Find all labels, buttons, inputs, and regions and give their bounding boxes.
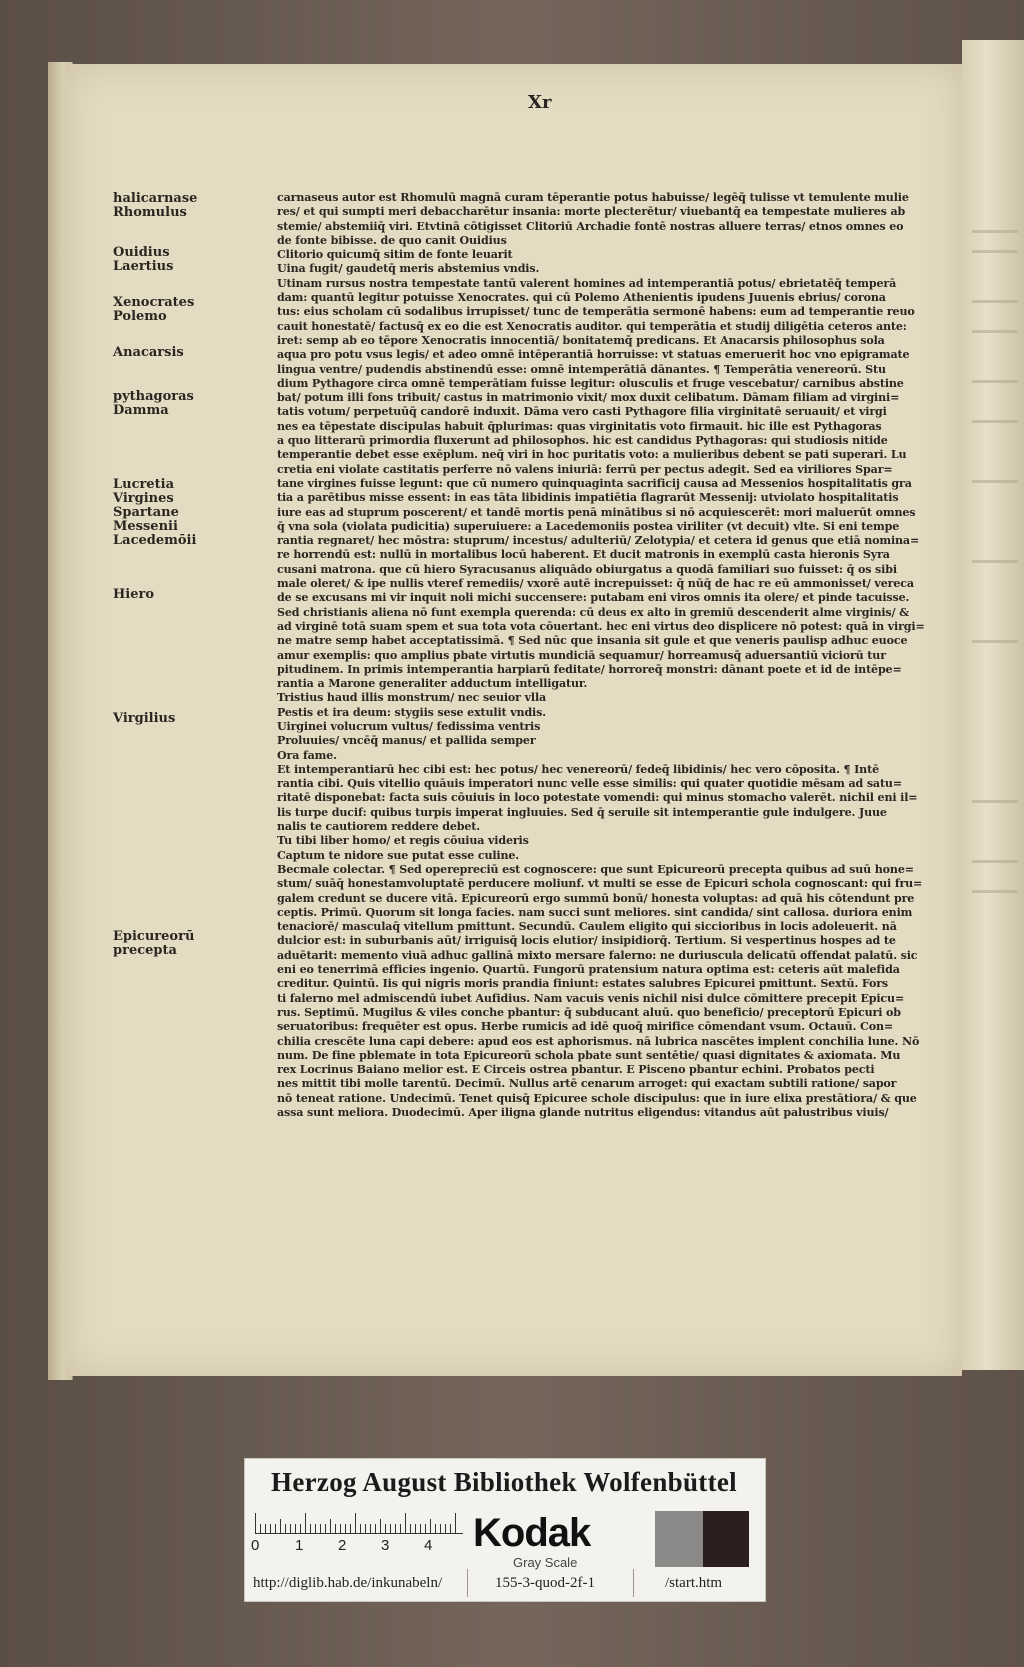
start-link[interactable]: /start.htm xyxy=(665,1575,723,1591)
ruler-tick xyxy=(440,1524,441,1533)
divider xyxy=(633,1569,634,1597)
ruler-tick xyxy=(310,1524,311,1533)
text-line: Tu tibi liber homo/ et regis cōuiua videris xyxy=(277,834,529,848)
text-line: bat/ potum illi fons tribuit/ castus in matrimonio vixit/ mox duxit celibatum. Dāmam filiam ad virgini= xyxy=(277,391,900,405)
gray-scale-label: Gray Scale xyxy=(513,1555,578,1570)
ruler-tick xyxy=(385,1524,386,1533)
ruler-tick xyxy=(390,1524,391,1533)
ruler-tick xyxy=(350,1524,351,1533)
text-line: ritatē disponebat: facta suis cōuiuis in loco potestate vomendi: qui minus stomacho valerēt. nichil eni il= xyxy=(277,791,918,805)
margin-note: Xenocrates Polemo xyxy=(113,295,195,324)
text-line: de se excusans mi vir inquit noli michi succensere: putabam eni viros omnis ita olere/ et pinde tacuisse. xyxy=(277,591,910,605)
ruler-tick xyxy=(455,1513,456,1533)
ruler-tick xyxy=(265,1524,266,1533)
text-line: Proluuies/ vncēq̄ manus/ et pallida semper xyxy=(277,734,536,748)
ruler-tick xyxy=(415,1524,416,1533)
text-line: temperantie debet esse exēplum. neq̄ viri in hoc puritatis voto: a mulieribus debent se pati superari. Lu xyxy=(277,448,907,462)
margin-note: Ouidius Laertius xyxy=(113,245,174,274)
ruler-tick xyxy=(270,1524,271,1533)
text-line: amur exemplis: quo amplius pbate virtutis mundiciā sequamur/ horreamusq̄ aduersantiū viciorū tur xyxy=(277,648,886,662)
ruler-tick xyxy=(300,1524,301,1533)
text-line: q̄ vna sola (violata pudicitia) superuiuere: a Lacedemoniis postea viriliter (vt decuit) vlte. Si eni tempe xyxy=(277,519,900,533)
text-line: nō teneat ratione. Undecimū. Tenet quisq̄ Epicuree schole discipulus: que in iure elixa prestātiora/ & que xyxy=(277,1091,917,1105)
ruler-tick xyxy=(430,1519,431,1533)
text-line: dium Pythagore circa omnē temperātiam fuisse legitur: olusculis et fruge vescebatur/ carnibus abstine xyxy=(277,376,904,390)
ruler-tick xyxy=(375,1524,376,1533)
text-line: dulcior est: in suburbanis aūt/ irriguisq̄ locis elutior/ insipidiorq̄. Tertium. Si vespertinus hospes ad te xyxy=(277,934,896,948)
text-line: nes ea tēpestate discipulas habuit q̄plurimas: quas virginitatis voto firmauit. hic ille est Pythagoras xyxy=(277,419,882,433)
text-line: Et intemperantiarū hec cibi est: hec potus/ hec venereorū/ fedeq̄ libidinis/ hec vero cōposita. ¶ Intē xyxy=(277,762,879,776)
text-line: de fonte bibisse. de quo canit Ouidius xyxy=(277,233,507,247)
scale-number: 2 xyxy=(338,1537,347,1554)
text-line: eni eo tenerrimā efficies ingenio. Quartū. Fungorū pratensium natura optima est: ceteris aūt malefida xyxy=(277,963,900,977)
text-line: Captum te nidore sue putat esse culine. xyxy=(277,848,520,862)
ruler-tick xyxy=(260,1524,261,1533)
text-line: Becmale colectar. ¶ Sed operepreciū est cognoscere: que sunt Epicureorū precepta quibus ad suū hone= xyxy=(277,862,914,876)
ruler-tick xyxy=(450,1524,451,1533)
ruler-tick xyxy=(370,1524,371,1533)
main-text xyxy=(277,191,927,1120)
scale-ruler xyxy=(255,1511,463,1534)
text-line: chilia crescēte luna capi debere: apud eos est aphorismus. nā lubrica nascētes implent conchilia lune. Nō xyxy=(277,1034,920,1048)
ruler-tick xyxy=(400,1524,401,1533)
ruler-tick xyxy=(365,1524,366,1533)
text-line: tenaciorē/ masculaq̄ vitellum pmittunt. Secundū. Caulem eligito qui siccioribus in locis adoleuerit. nā xyxy=(277,920,897,934)
source-url[interactable]: http://diglib.hab.de/inkunabeln/ xyxy=(253,1575,443,1591)
text-line: cretia eni violate castitatis perferre nō valens iniuriā: ferrū per pectus adegit. Sed ea viriliores Spar= xyxy=(277,462,893,476)
text-line: galem credunt se ducere vitā. Epicureorū ergo summū bonū/ honesta voluptas: ad quā his cōtendunt pre xyxy=(277,891,915,905)
folio-number: Xr xyxy=(528,92,552,113)
scale-number: 1 xyxy=(295,1537,304,1554)
text-line: num. De fine pblemate in tota Epicureorū schola pbate sunt sentētie/ quasi dignitates & axiomata. Mu xyxy=(277,1048,901,1062)
text-line: nes mittit tibi molle tarentū. Decimū. Nullus artē cenarum arroget: qui exactam subtili ratione/ sapor xyxy=(277,1077,897,1091)
text-line: seruatoribus: frequēter est opus. Herbe rumicis ad idē quoq̄ mirifice cōmendant vsum. Octauū. Con= xyxy=(277,1020,894,1034)
ruler-tick xyxy=(425,1524,426,1533)
margin-note: pythagoras Damma xyxy=(113,389,194,418)
ruler-tick xyxy=(360,1524,361,1533)
dark-patch xyxy=(703,1511,749,1567)
text-line: creditur. Quintū. Iis qui nigris moris prandia finiunt: estates salubres Epicurei pmittunt. Sextū. Fors xyxy=(277,977,889,991)
text-line: iret: semp ab eo tēpore Xenocratis innocentiā/ bonitatemq̄ predicans. Et Anacarsis philosophus sola xyxy=(277,333,885,347)
text-line: rus. Septimū. Mugilus & viles conche pbantur: q̄ subducant aluū. quo beneficio/ preceptorū Epicuri ob xyxy=(277,1005,901,1019)
margin-note: Epicureorū precepta xyxy=(113,929,195,958)
text-line: ad virginē totā suam spem et sua tota vota cōuertant. hec eni virtus deo displicere nō potest: quā in virgi= xyxy=(277,619,925,633)
text-line: stum/ suāq̄ honestamvoluptatē perducere moliunf. vt multi se esse de Epicuri schola cognoscant: qui fru= xyxy=(277,877,923,891)
margin-note: halicarnase Rhomulus xyxy=(113,191,198,220)
text-line: male oleret/ & ipe nullis vteref remediis/ vxorē autē increpuisset: q̄ nūq̄ de hac re eū ammonisset/ vereca xyxy=(277,577,914,591)
margin-note: Anacarsis xyxy=(113,345,184,360)
text-line: aqua pro potu vsus legis/ et adeo omnē intēperantiā horruisse: vt statuas emeruerit hoc vno epigramate xyxy=(277,348,910,362)
ruler-tick xyxy=(355,1513,356,1533)
gray-patch xyxy=(655,1511,703,1567)
text-line: Pestis et ira deum: stygiis sese extulit vndis. xyxy=(277,705,546,719)
text-line: rantia a Marone generaliter adductum intelligatur. xyxy=(277,677,588,691)
text-line: re horrendū est: nullū in mortalibus locū haberent. Et ducit matronis in exemplū casta hieronis Syra xyxy=(277,548,890,562)
ruler-tick xyxy=(395,1524,396,1533)
text-line: carnaseus autor est Rhomulū magnā curam tēperantie potus habuisse/ legēq̄ tulisse vt temulente mulie xyxy=(277,191,909,204)
text-line: stemie/ abstemiiq̄ viri. Etvtinā cōtigisset Clitoriū Archadie fontē nostras alluere terras/ etnos omnes eo xyxy=(277,219,904,233)
ruler-tick xyxy=(435,1524,436,1533)
text-line: Utinam rursus nostra tempestate tantū valerent homines ad intemperantiā potus/ ebrietatēq̄ temperā xyxy=(277,276,897,290)
ruler-tick xyxy=(405,1513,406,1533)
ruler-tick xyxy=(330,1519,331,1533)
ruler-tick xyxy=(410,1524,411,1533)
text-line: tatis votum/ perpetuūq̄ candorē induxit. Dāma vero casti Pythagore filia virginitatē seruauit/ et virgi xyxy=(277,405,887,419)
divider xyxy=(467,1569,468,1597)
text-line: lis turpe ducif: quibus turpis imperat ingluuies. Sed q̄ seruile sit intemperantie gule indulgere. Juue xyxy=(277,805,887,819)
ruler-tick xyxy=(445,1524,446,1533)
text-line: rantia cibi. Quis vitellio quāuis imperatori nunc velle esse similis: qui quater quotidie mēsam ad satu= xyxy=(277,777,902,791)
text-line: Sed christianis aliena nō funt exempla querenda: cū deus ex alto in gremiū descenderit alme virginis/ & xyxy=(277,605,910,619)
scale-number: 3 xyxy=(381,1537,390,1554)
color-bar xyxy=(244,1458,766,1602)
text-line: tus: eius scholam cū sodalibus irrupisset/ tunc de temperātia sermonē habens: eum ad temperantie reuo xyxy=(277,305,915,319)
margin-note: Lucretia Virgines Spartane Messenii Lacedemōii xyxy=(113,477,197,548)
margin-note: Hiero xyxy=(113,587,155,602)
ruler-tick xyxy=(315,1524,316,1533)
kodak-logo: Kodak xyxy=(473,1511,591,1555)
text-line: dam: quantū legitur potuisse Xenocrates. qui cū Polemo Athenientis ipudens Juuenis ebrius/ corona xyxy=(277,291,886,305)
ruler-tick xyxy=(325,1524,326,1533)
text-line: Clitorio quicumq̄ sitim de fonte leuarit xyxy=(277,248,513,262)
text-line: ti falerno mel admiscendū iubet Aufidius. Nam vacuis venis nichil nisi dulce cōmittere precepit Epicu= xyxy=(277,991,905,1005)
ruler-tick xyxy=(320,1524,321,1533)
text-line: ceptis. Primū. Quorum sit longa facies. nam succi sunt meliores. sint candida/ sint callosa. duriora enim xyxy=(277,905,913,919)
text-line: ne matre semp habet acceptatissimā. ¶ Sed nūc que insania sit gule et que veneris paulisp adhuc euoce xyxy=(277,634,908,648)
text-line: pitudinem. In primis intemperantia harpiarū feditate/ horroreq̄ monstri: dānant poete et id de intēpe= xyxy=(277,662,902,676)
ruler-tick xyxy=(380,1519,381,1533)
ruler-tick xyxy=(305,1513,306,1533)
ruler-tick xyxy=(290,1524,291,1533)
ruler-tick xyxy=(295,1524,296,1533)
text-line: assa sunt meliora. Duodecimū. Aper iligna glande nutritus eligendus: vitandus aūt palustribus viuis/ xyxy=(277,1106,889,1119)
library-name: Herzog August Bibliothek Wolfenbüttel xyxy=(271,1467,737,1497)
facing-page xyxy=(962,40,1024,1370)
text-line: lingua ventre/ pudendis abstinendū esse: omnē intemperātiā dānantes. ¶ Temperātia venereorū. Stu xyxy=(277,362,886,376)
ruler-tick xyxy=(345,1524,346,1533)
scale-number: 0 xyxy=(251,1537,260,1554)
shelfmark: 155-3-quod-2f-1 xyxy=(495,1575,595,1591)
ruler-tick xyxy=(420,1524,421,1533)
text-line: Uina fugit/ gaudetq̄ meris abstemius vndis. xyxy=(277,262,540,276)
text-line: rantia regnaret/ hec mōstra: stuprum/ incestus/ adulteriū/ Zelotypia/ et cetera id genus que etiā nomina= xyxy=(277,534,920,548)
text-line: cauit honestatē/ factusq̄ ex eo die est Xenocratis auditor. qui temperātia et studij diligētia ceteros ante: xyxy=(277,319,907,333)
ruler-tick xyxy=(280,1519,281,1533)
text-line: res/ et qui sumpti meri debaccharētur insania: morte plecterētur/ viuebantq̄ ea tempestate mulieres ab xyxy=(277,205,906,219)
ruler-tick xyxy=(340,1524,341,1533)
ruler-tick xyxy=(285,1524,286,1533)
text-line: Ora fame. xyxy=(277,748,337,762)
ruler-tick xyxy=(275,1524,276,1533)
margin-note: Virgilius xyxy=(113,711,176,726)
ruler-tick xyxy=(335,1524,336,1533)
text-line: nalis te cautiorem reddere debet. xyxy=(277,820,480,834)
text-line: Uirginei volucrum vultus/ fedissima ventris xyxy=(277,719,541,733)
text-line: Tristius haud illis monstrum/ nec seuior vlla xyxy=(277,691,547,705)
scale-number: 4 xyxy=(424,1537,433,1554)
text-line: aduētarit: memento viuā adhuc gallinā mixto mersare falerno: ne duriuscula delicatū offendat palatū. sic xyxy=(277,948,918,962)
text-line: a quo litterarū primordia fluxerunt ad philosophos. hic est candidus Pythagoras: qui studiosis nitide xyxy=(277,434,888,448)
text-line: cusani matrona. que cū hiero Syracusanus aliquādo obiurgatus a quodā familiari suo fuisset: q̄ os sibi xyxy=(277,562,897,576)
text-line: iure eas ad stuprum poscerent/ et tandē mortis penā minātibus si nō acquiescerēt: mori maluerūt omnes xyxy=(277,505,916,519)
ruler-tick xyxy=(255,1513,256,1533)
text-line: tia a parētibus misse essent: in eas tāta libidinis impatiētia flagrarūt Messenij: utviolato hospitalitatis xyxy=(277,491,899,505)
text-line: tane virgines fuisse legunt: que cū numero quinquaginta sacrificij causa ad Messenios hospitalitatis gra xyxy=(277,476,912,490)
text-line: rex Locrinus Baiano melior est. E Circeis ostrea pbantur. E Pisceno pbantur echini. Probatos pecti xyxy=(277,1063,875,1077)
